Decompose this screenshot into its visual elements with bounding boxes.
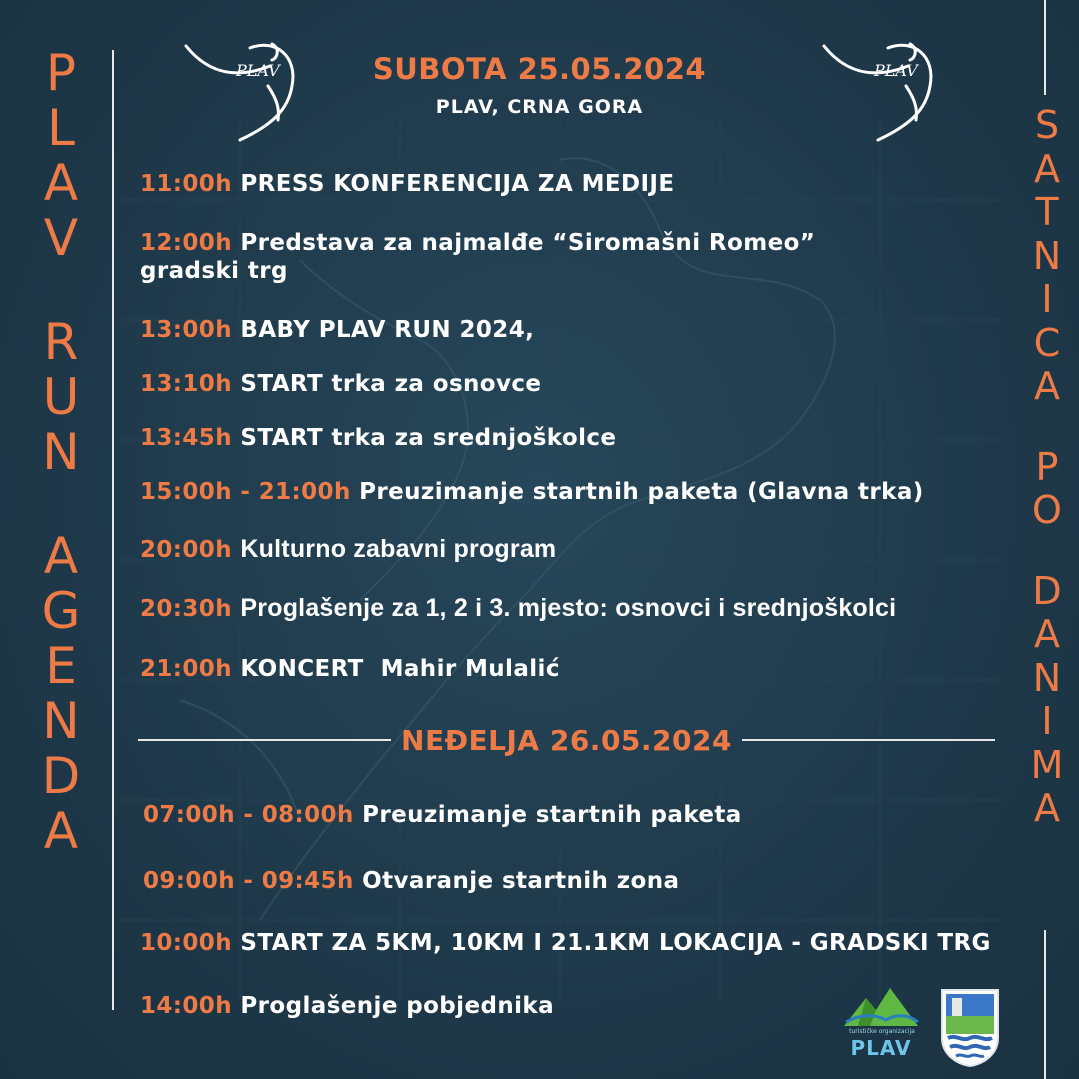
side-title-left-word3 xyxy=(28,529,94,859)
side-title-letter: S xyxy=(1034,103,1060,147)
side-title-letter: A xyxy=(43,527,79,585)
day2-rule-left xyxy=(138,739,391,741)
schedule-time: 20:30h xyxy=(140,596,232,622)
schedule-item xyxy=(140,535,1040,564)
day2-header xyxy=(138,720,995,760)
municipality-coat-of-arms xyxy=(938,986,1002,1068)
tourism-organization-logo xyxy=(840,984,922,1030)
schedule-desc: Proglašenje za 1, 2 i 3. mjesto: osnovci i srednjoškolci xyxy=(240,594,897,622)
schedule-time: 11:00h xyxy=(140,171,232,197)
schedule-item xyxy=(140,370,1040,398)
side-title-letter: V xyxy=(43,209,79,267)
schedule-time: 09:00h - 09:45h xyxy=(143,868,354,894)
schedule-item xyxy=(143,801,1043,829)
side-title-letter: A xyxy=(43,154,79,212)
schedule-time: 07:00h - 08:00h xyxy=(143,802,354,828)
schedule-time: 13:45h xyxy=(140,425,232,451)
tourism-name-text: PLAV xyxy=(850,1036,912,1060)
schedule-item xyxy=(140,316,1040,344)
schedule-time: 12:00h xyxy=(140,230,232,256)
schedule-desc: Preuzimanje startnih paketa (Glavna trka) xyxy=(359,479,924,505)
schedule-desc: Proglašenje pobjednika xyxy=(240,993,554,1019)
schedule-time: 15:00h - 21:00h xyxy=(140,479,351,505)
side-title-letter: P xyxy=(45,44,77,102)
side-title-letter: A xyxy=(1034,612,1060,656)
side-title-letter: D xyxy=(1032,568,1062,613)
schedule-desc: KONCERT Mahir Mulalić xyxy=(240,656,560,682)
logo-text-right: PLAV xyxy=(874,61,918,80)
schedule-desc: Kulturno zabavni program xyxy=(240,535,557,563)
side-title-letter: N xyxy=(42,692,80,750)
schedule-item xyxy=(143,867,1043,895)
side-title-letter: L xyxy=(47,99,75,157)
side-title-letter: A xyxy=(1034,146,1060,191)
day2-rule-right xyxy=(742,739,995,741)
schedule-time: 13:00h xyxy=(140,317,232,343)
schedule-item xyxy=(140,594,1040,623)
logo-text-left: PLAV xyxy=(236,61,280,80)
schedule-item xyxy=(140,229,1040,285)
side-title-letter: G xyxy=(41,582,81,640)
side-title-left xyxy=(28,46,94,1016)
side-title-letter: E xyxy=(45,637,77,695)
schedule-desc: START ZA 5KM, 10KM I 21.1KM LOKACIJA - GRADSKI TRG xyxy=(240,930,991,956)
schedule-time: 20:00h xyxy=(140,537,232,563)
side-title-letter: P xyxy=(1035,444,1059,489)
side-title-letter: I xyxy=(1041,699,1053,743)
schedule-item xyxy=(140,424,1040,452)
schedule-time: 14:00h xyxy=(140,993,232,1019)
side-title-letter: A xyxy=(1034,364,1060,408)
side-title-letter: D xyxy=(41,747,81,805)
schedule-desc: Otvaranje startnih zona xyxy=(362,868,680,894)
day1-location: PLAV, CRNA GORA xyxy=(435,96,644,118)
side-title-letter: C xyxy=(1033,320,1061,365)
side-title-letter: R xyxy=(43,313,79,371)
side-title-letter: N xyxy=(1032,233,1062,278)
schedule-item xyxy=(140,170,1040,198)
schedule-desc: PRESS KONFERENCIJA ZA MEDIJE xyxy=(240,171,675,197)
schedule-desc: START trka za osnovce xyxy=(240,371,542,397)
schedule-desc: Predstava za najmalđe “Siromašni Romeo” xyxy=(240,230,816,256)
side-title-letter: O xyxy=(1032,488,1062,532)
schedule-desc: BABY PLAV RUN 2024, xyxy=(240,317,535,343)
side-title-letter: A xyxy=(1034,786,1060,830)
schedule-time: 21:00h xyxy=(140,656,232,682)
right-divider-line-bottom xyxy=(1044,930,1046,1079)
schedule-time: 13:10h xyxy=(140,371,232,397)
schedule-item xyxy=(140,655,1040,683)
schedule-desc: START trka za srednjoškolce xyxy=(240,425,617,451)
side-title-left-word2 xyxy=(28,315,94,480)
day2-title: NEĐELJA 26.05.2024 xyxy=(401,723,732,757)
side-title-letter: M xyxy=(1030,742,1064,787)
schedule-item xyxy=(140,929,1040,957)
side-title-letter: I xyxy=(1041,277,1053,321)
side-title-letter: U xyxy=(42,368,80,426)
tourism-small-text: turističke organizacija xyxy=(849,1028,915,1035)
schedule-desc: Preuzimanje startnih paketa xyxy=(362,802,742,828)
side-title-letter: N xyxy=(42,423,80,481)
schedule-item xyxy=(140,478,1040,506)
side-title-letter: N xyxy=(1032,655,1062,700)
side-title-letter: A xyxy=(43,802,79,860)
side-title-letter: T xyxy=(1035,190,1059,234)
day1-title: SUBOTA 25.05.2024 xyxy=(372,52,707,86)
schedule-desc-line2: gradski trg xyxy=(140,258,288,284)
schedule-time: 10:00h xyxy=(140,930,232,956)
left-divider-line xyxy=(112,50,114,1010)
